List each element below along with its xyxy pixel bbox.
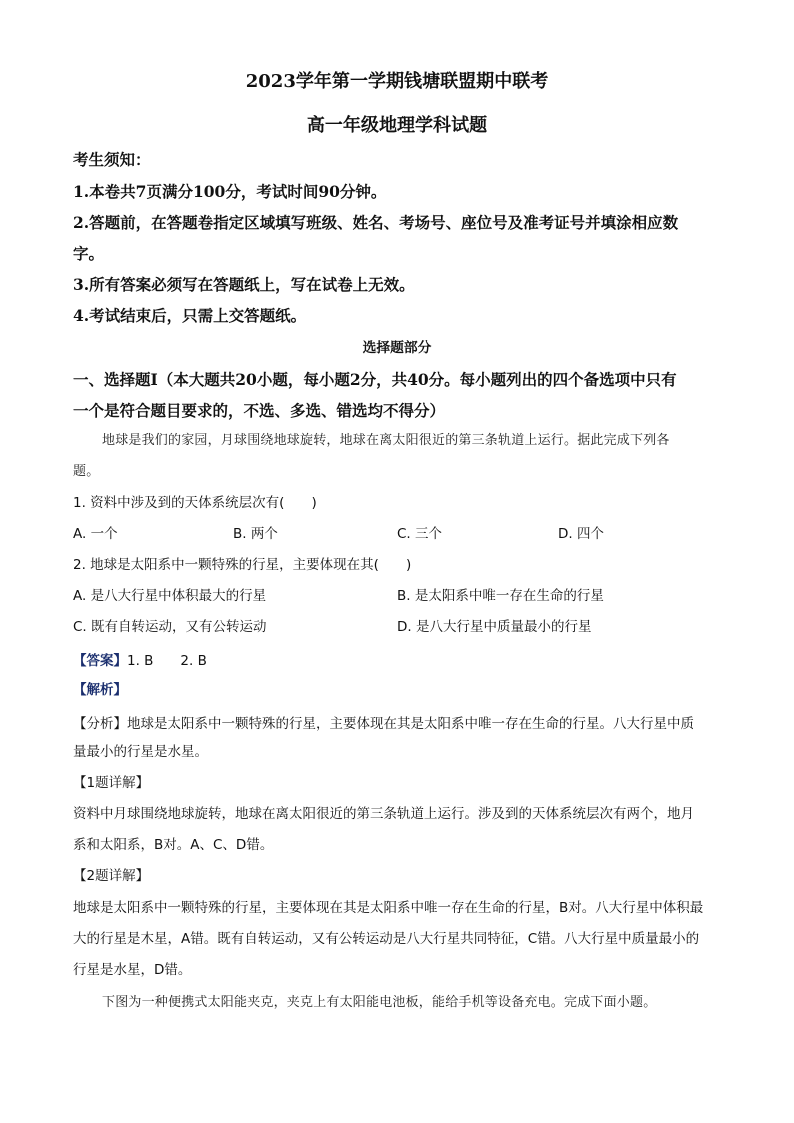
section-title: 选择题部分 [362,340,432,356]
detail-1-line-2: 系和太阳系，B对。A、C、D错。 [73,837,274,853]
exam-subtitle: 高一年级地理学科试题 [306,115,488,136]
detail-2-line-3: 行星是水星，D错。 [73,962,192,978]
passage-1-line-1: 地球是我们的家园，月球围绕地球旋转，地球在离太阳很近的第三条轨道上运行。据此完成下列各 [102,433,670,448]
notice-item-2: 2.答题前，在答题卷指定区域填写班级、姓名、考场号、座位号及准考证号并填涂相应数 [73,213,679,232]
section-instruction-1: 一、选择题Ⅰ（本大题共20小题，每小题2分，共40分。每小题列出的四个备选项中只有 [73,370,677,389]
notice-item-1: 1.本卷共7页满分100分，考试时间90分钟。 [73,182,387,201]
notice-item-2-cont: 字。 [73,244,105,263]
passage-1-line-2: 题。 [73,464,100,479]
exam-title: 2023学年第一学期钱塘联盟期中联考 [245,71,549,92]
fenxi-label: 【分析】 [73,716,127,732]
answer-row [73,652,207,669]
answer-text: 1. B 2. B [127,653,207,669]
question-1-option-c: C. 三个 [397,526,443,542]
fenxi-line-1: 地球是太阳系中一颗特殊的行星，主要体现在其是太阳系中唯一存在生命的行星。八大行星中质 [127,716,694,732]
detail-2-label: 【2题详解】 [73,868,150,884]
passage-2-line-1: 下图为一种便携式太阳能夹克，夹克上有太阳能电池板，能给手机等设备充电。完成下面小题。 [102,995,657,1010]
detail-1-label: 【1题详解】 [73,775,150,791]
analysis-label: 【解析】 [73,682,127,698]
detail-2-line-1: 地球是太阳系中一颗特殊的行星，主要体现在其是太阳系中唯一存在生命的行星，B对。八大行星中体积最 [73,900,704,916]
fenxi-row [73,715,694,732]
question-1-stem: 1. 资料中涉及到的天体系统层次有( ) [73,495,317,511]
notice-item-4: 4.考试结束后，只需上交答题纸。 [73,306,307,325]
detail-2-line-2: 大的行星是木星，A错。既有自转运动，又有公转运动是八大行星共同特征，C错。八大行星中质量最小的 [73,931,700,947]
question-2-option-d: D. 是八大行星中质量最小的行星 [397,619,592,635]
question-2-option-a: A. 是八大行星中体积最大的行星 [73,588,267,604]
fenxi-line-2: 量最小的行星是水星。 [73,744,208,760]
question-1-option-d: D. 四个 [558,526,604,542]
question-2-option-c: C. 既有自转运动，又有公转运动 [73,619,267,635]
question-1-option-b: B. 两个 [233,526,278,542]
question-1-option-a: A. 一个 [73,526,118,542]
notice-heading: 考生须知： [73,150,151,169]
question-2-stem: 2. 地球是太阳系中一颗特殊的行星，主要体现在其( ) [73,557,412,573]
answer-label: 【答案】 [73,653,127,669]
detail-1-line-1: 资料中月球围绕地球旋转，地球在离太阳很近的第三条轨道上运行。涉及到的天体系统层次有两个，地月 [73,806,694,822]
section-instruction-2: 一个是符合题目要求的，不选、多选、错选均不得分） [73,401,446,420]
question-2-option-b: B. 是太阳系中唯一存在生命的行星 [397,588,604,604]
notice-item-3: 3.所有答案必须写在答题纸上，写在试卷上无效。 [73,275,415,294]
